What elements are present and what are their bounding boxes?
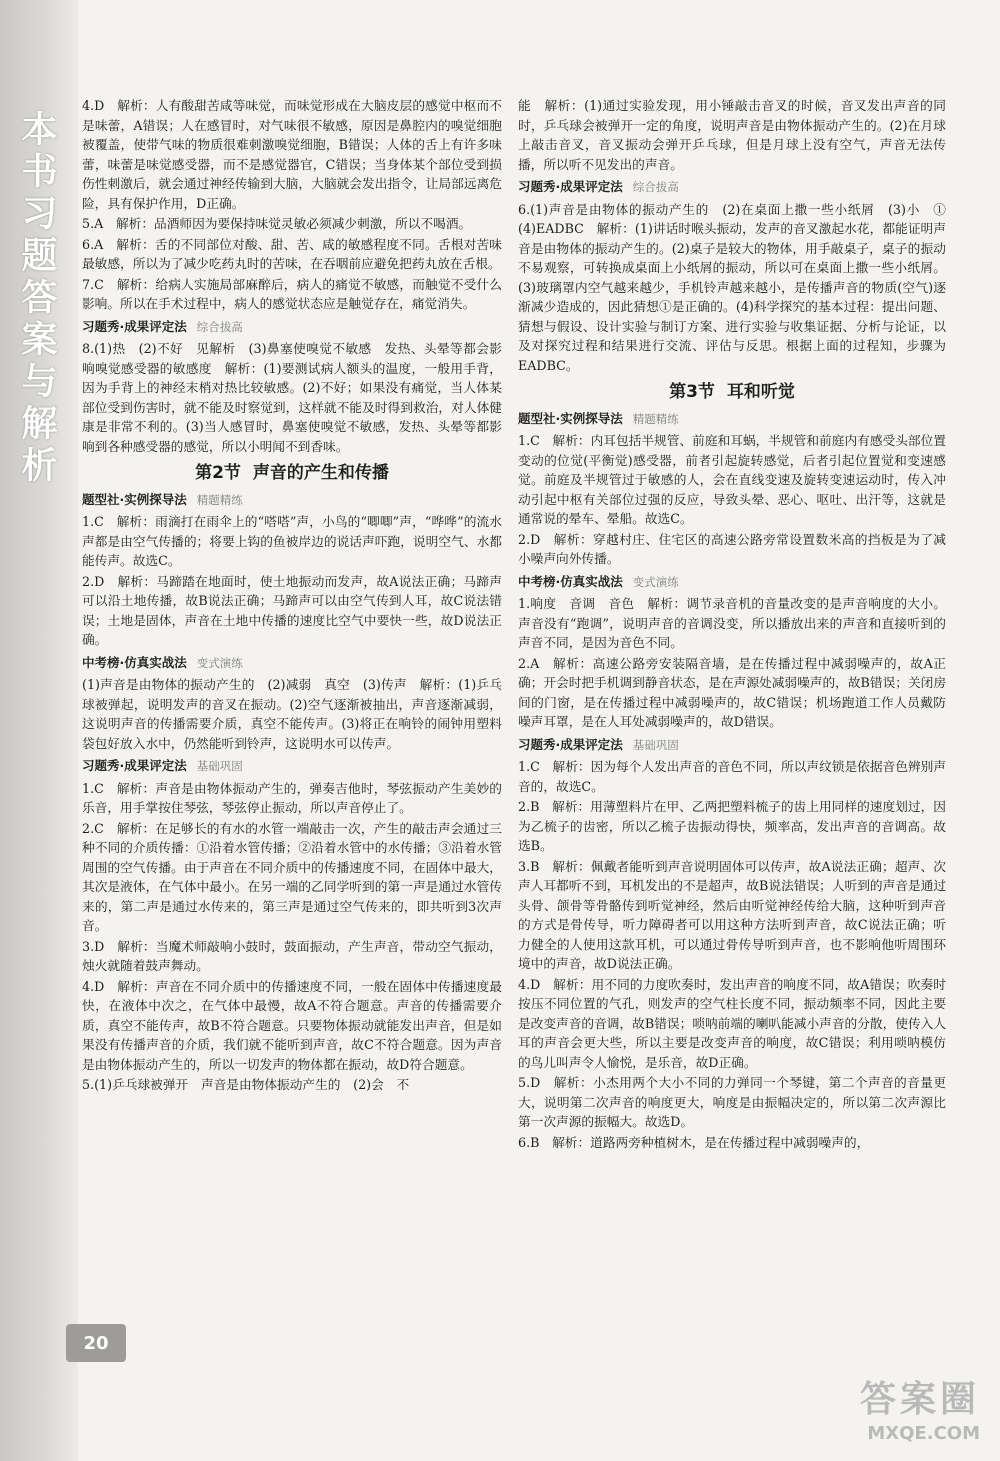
section-title: 中考榜·仿真实战法 bbox=[82, 654, 187, 670]
side-tab-label: 本书习题答案与解析 bbox=[16, 110, 57, 488]
section-tag: 基础巩固 bbox=[632, 737, 679, 752]
left-block-2 bbox=[82, 339, 502, 456]
section-tag: 精题精练 bbox=[196, 492, 243, 507]
answer-item: 1.C 解析：雨滴打在雨伞上的“嗒嗒”声，小鸟的“唧唧”声，“哗哗”的流水声都是由空气传播的；将要上钩的鱼被岸边的说话声吓跑，说明空气、水都能传声。故选C。 bbox=[82, 514, 502, 568]
watermark-title: 答案圈 bbox=[859, 1379, 980, 1420]
section-tag: 综合拔高 bbox=[632, 180, 679, 194]
chapter-number: 第2节 bbox=[195, 463, 241, 483]
left-column bbox=[82, 96, 502, 1096]
right-block-5 bbox=[518, 757, 946, 1152]
section-tag: 精题精练 bbox=[632, 411, 679, 426]
chapter-heading bbox=[82, 464, 502, 484]
answer-item: 6.(1)声音是由物体的振动产生的 (2)在桌面上撒一些小纸屑 (3)小 ① (4)EADBC 解析：(1)讲话时喉头振动，发声的音叉激起水花，都能证明声音是由物体的振动产生的。(2)桌子是较大的物体，用手敲桌子，桌子的振动不易观察，可转换成桌面上小纸屑的振动，所以可在桌面上撒一些小纸屑。(3)玻璃罩内空气越来越少，手机铃声越来越小，是传播声音的物质(空气)逐渐减少造成的，因此猜想①是正确的。(4)科学探究的基本过程：提出问题、猜想与假设、设计实验与制订方案、进行实验与收集证据、分析与论证，以及对探究过程和结果进行交流、评估与反思。根据上面的过程知，步骤为EADBC。 bbox=[518, 201, 959, 373]
answer-item: 2.B 解析：用薄塑料片在甲、乙两把塑料梳子的齿上用同样的速度划过，因为乙梳子的齿密，所以乙梳子齿振动得快，频率高，发出声音的音调高。故选B。 bbox=[518, 799, 946, 853]
answer-item: 3.D 解析：当魔术师敲响小鼓时，鼓面振动，产生声音，带动空气振动，烛火就随着鼓声舞动。 bbox=[82, 938, 502, 973]
section-title: 题型社·实例探导法 bbox=[518, 410, 623, 426]
answer-item: 6.A 解析：舌的不同部位对酸、甜、苦、咸的敏感程度不同。舌根对苦味最敏感，所以为了减少吃药丸时的苦味，在吞咽前应避免把药丸放在舌根。 bbox=[82, 236, 502, 271]
right-block-3 bbox=[518, 431, 946, 569]
watermark-logo bbox=[830, 1377, 980, 1449]
left-block-1 bbox=[82, 96, 502, 314]
chapter-title: 耳和听觉 bbox=[726, 382, 795, 402]
section-tag: 基础巩固 bbox=[196, 759, 243, 773]
section-heading bbox=[82, 756, 502, 777]
answer-item: 6.B 解析：道路两旁种植树木，是在传播过程中减弱噪声的， bbox=[518, 1134, 870, 1150]
answer-item: 2.D 解析：马蹄踏在地面时，使土地振动而发声，故A说法正确；马蹄声可以沿土地传播，故B说法正确；马蹄声可以由空气传到人耳，故C说法错误；土地是固体，声音在土地中传播的速度比空气中要快一些，故D说法正确。 bbox=[82, 573, 502, 647]
answer-item: 4.D 解析：用不同的力度吹奏时，发出声音的响度不同，故A错误；吹奏时按压不同位置的气孔，则发声的空气柱长度不同，振动频率不同，因此主要是改变声音的音调，故B错误；唢呐前端的喇叭能减小声音的分散，使传入人耳的声音会更大些，所以主要是改变声音的响度，故C错误；利用唢呐模仿的鸟儿叫声令人愉悦，是乐音，故D正确。 bbox=[518, 976, 947, 1070]
watermark-url: MXQE.COM bbox=[867, 1423, 980, 1444]
chapter-title: 声音的产生和传播 bbox=[252, 463, 389, 483]
answer-item: 1.C 解析：因为每个人发出声音的音色不同，所以声纹锁是依据音色辨别声音的，故选C。 bbox=[518, 759, 946, 794]
section-heading bbox=[518, 177, 946, 198]
answer-item: (1)声音是由物体的振动产生的 (2)减弱 真空 (3)传声 解析：(1)乒乓球被弹起，说明发声的音叉在振动。(2)空气逐渐被抽出，声音逐渐减弱，这说明声音的传播需要介质，真空不能传声。(3)将正在响铃的闹钟用塑料袋包好放入水中，仍然能听到铃声，这说明水可以传声。 bbox=[82, 677, 502, 751]
section-title: 习题秀·成果评定法 bbox=[518, 179, 623, 194]
section-title: 中考榜·仿真实战法 bbox=[518, 573, 623, 589]
chapter-heading bbox=[518, 383, 946, 403]
answer-item: 1.C 解析：声音是由物体振动产生的，弹奏吉他时，琴弦振动产生美妙的乐音，用手掌按住琴弦，琴弦停止振动，所以声音停止了。 bbox=[82, 780, 502, 815]
section-tag: 综合拔高 bbox=[196, 319, 243, 334]
answer-item: 5.A 解析：品酒师因为要保持味觉灵敏必须减少刺激，所以不喝酒。 bbox=[82, 216, 472, 231]
left-block-5 bbox=[82, 779, 502, 1095]
section-heading bbox=[82, 653, 502, 674]
answer-item: 2.D 解析：穿越村庄、住宅区的高速公路旁常设置数米高的挡板是为了减小噪声向外传播。 bbox=[518, 531, 946, 566]
left-block-3 bbox=[82, 512, 502, 650]
page-number: 20 bbox=[66, 1324, 126, 1362]
section-title: 习题秀·成果评定法 bbox=[82, 318, 187, 334]
right-column bbox=[518, 96, 959, 1153]
side-tab bbox=[0, 0, 78, 1461]
right-block-4 bbox=[518, 594, 946, 732]
answer-item: 4.D 解析：声音在不同介质中的传播速度不同，一般在固体中传播速度最快，在液体中次之，在气体中最慢，故A不符合题意。声音的传播需要介质，真空不能传声，故B不符合题意。只要物体振动就能发出声音，但是如果没有传播声音的介质，我们就不能听到声音，故C不符合题意。因为声音是由物体振动产生的，所以一切发声的物体都在振动，故D符合题意。 bbox=[82, 978, 502, 1072]
section-title: 题型社·实例探导法 bbox=[82, 491, 187, 507]
section-title: 习题秀·成果评定法 bbox=[82, 758, 187, 773]
section-heading bbox=[82, 490, 502, 511]
section-tag: 变式演练 bbox=[196, 655, 243, 670]
section-tag: 变式演练 bbox=[632, 574, 679, 589]
chapter-number: 第3节 bbox=[669, 382, 715, 402]
section-heading bbox=[82, 317, 502, 338]
answer-item: 5.D 解析：小杰用两个大小不同的力弹同一个琴键，第二个声音的音量更大，说明第二次声音的响度更大，响度是由振幅决定的，所以第二次声源比第一次声源的振幅大。故选D。 bbox=[518, 1075, 946, 1129]
answer-item: 7.C 解析：给病人实施局部麻醉后，病人的痛觉不敏感，而触觉不受什么影响。所以在手术过程中，病人的感觉状态应是触觉存在，痛觉消失。 bbox=[82, 276, 502, 311]
section-heading bbox=[518, 735, 946, 756]
answer-item: 能 解析：(1)通过实验发现，用小锤敲击音叉的时候，音叉发出声音的同时，乒乓球会被弹开一定的角度，说明声音是由物体振动产生的。(2)在月球上敲击音叉，音叉振动会弹开乒乓球，但是月球上没有空气，声音无法传播，所以听不见发出的声音。 bbox=[518, 98, 946, 172]
section-title: 习题秀·成果评定法 bbox=[518, 736, 623, 752]
section-heading bbox=[518, 409, 946, 430]
right-block-1 bbox=[518, 96, 946, 174]
answer-item: 2.C 解析：在足够长的有水的水管一端敲击一次，产生的敲击声会通过三种不同的介质传播：①沿着水管传播；②沿着水管中的水传播；③沿着水管周围的空气传播。由于声音在不同介质中的传播速度不同，在固体中最大，其次是液体，在气体中最小。在另一端的乙同学听到的第一声是通过水管传来的，第二声是通过水传来的，第三声是通过空气传来的，即共听到3次声音。 bbox=[82, 820, 502, 933]
answer-item: 3.B 解析：佩戴者能听到声音说明固体可以传声，故A说法正确；超声、次声人耳都听不到，耳机发出的不是超声，故B说法错误；人听到的声音是通过头骨、颌骨等骨骼传到听觉神经，然后由听觉神经传给大脑，这种听到声音的方式是骨传导，听力障碍者可以用这种方法听到声音，故C说法正确；听力健全的人使用这款耳机，可以通过骨传导听到声音，也不影响他听周围环境中的声音，故D说法正确。 bbox=[518, 858, 947, 971]
section-heading bbox=[518, 572, 946, 593]
answer-item: 8.(1)热 (2)不好 见解析 (3)鼻塞使嗅觉不敏感 发热、头晕等都会影响嗅觉感受器的敏感度 解析：(1)要测试病人额头的温度，一般用手背，因为手背上的神经末梢对热比较敏感。(2)不好；如果没有痛觉，当人体某部位受到伤害时，就不能及时察觉到，这样就不能及时得到救治，对人体健康是非常不利的。(3)当人感冒时，鼻塞使嗅觉不敏感，发热、头晕等都影响到各种感受器的感觉，所以小明闻不到香味。 bbox=[82, 341, 502, 454]
answer-item: 1.响度 音调 音色 解析：调节录音机的音量改变的是声音响度的大小。声音没有“跑调”，说明声音的音调没变，所以播放出来的声音和直接听到的声音不同，是因为音色不同。 bbox=[518, 596, 946, 650]
answer-item: 4.D 解析：人有酸甜苦咸等味觉，而味觉形成在大脑皮层的感觉中枢而不是味蕾，A错误；人在感冒时，对气味很不敏感，原因是鼻腔内的嗅觉细胞被覆盖，使带气味的物质很难刺激嗅觉细胞，B错误；人体的舌上有许多味蕾，味蕾是味觉感受器，而不是感觉器官，C错误；当身体某个部位受到损伤性刺激后，就会通过神经传输到大脑，大脑就会发出指令，让局部远离危险，具有保护作用，D正确。 bbox=[82, 98, 502, 211]
left-block-4 bbox=[82, 675, 502, 753]
answer-item: 1.C 解析：内耳包括半规管、前庭和耳蜗，半规管和前庭内有感受头部位置变动的位觉(平衡觉)感受器，前者引起旋转感觉，后者引起位置觉和变速感觉。前庭及半规管过于敏感的人，会在直线变速及旋转变速运动时，传入冲动引起中枢有关部位过强的反应，导致头晕、恶心、呕吐、出汗等，这就是通常说的晕车、晕船。故选C。 bbox=[518, 433, 946, 526]
answer-item: 2.A 解析：高速公路旁安装隔音墙，是在传播过程中减弱噪声的，故A正确；开会时把手机调到静音状态，是在声源处减弱噪声的，故B错误；关闭房间的门窗，是在传播过程中减弱噪声的，故C错误；机场跑道工作人员戴防噪声耳罩，是在人耳处减弱噪声的，故D错误。 bbox=[518, 655, 947, 729]
right-block-2 bbox=[518, 200, 959, 376]
answer-item: 5.(1)乒乓球被弹开 声音是由物体振动产生的 (2)会 不 bbox=[82, 1077, 410, 1092]
